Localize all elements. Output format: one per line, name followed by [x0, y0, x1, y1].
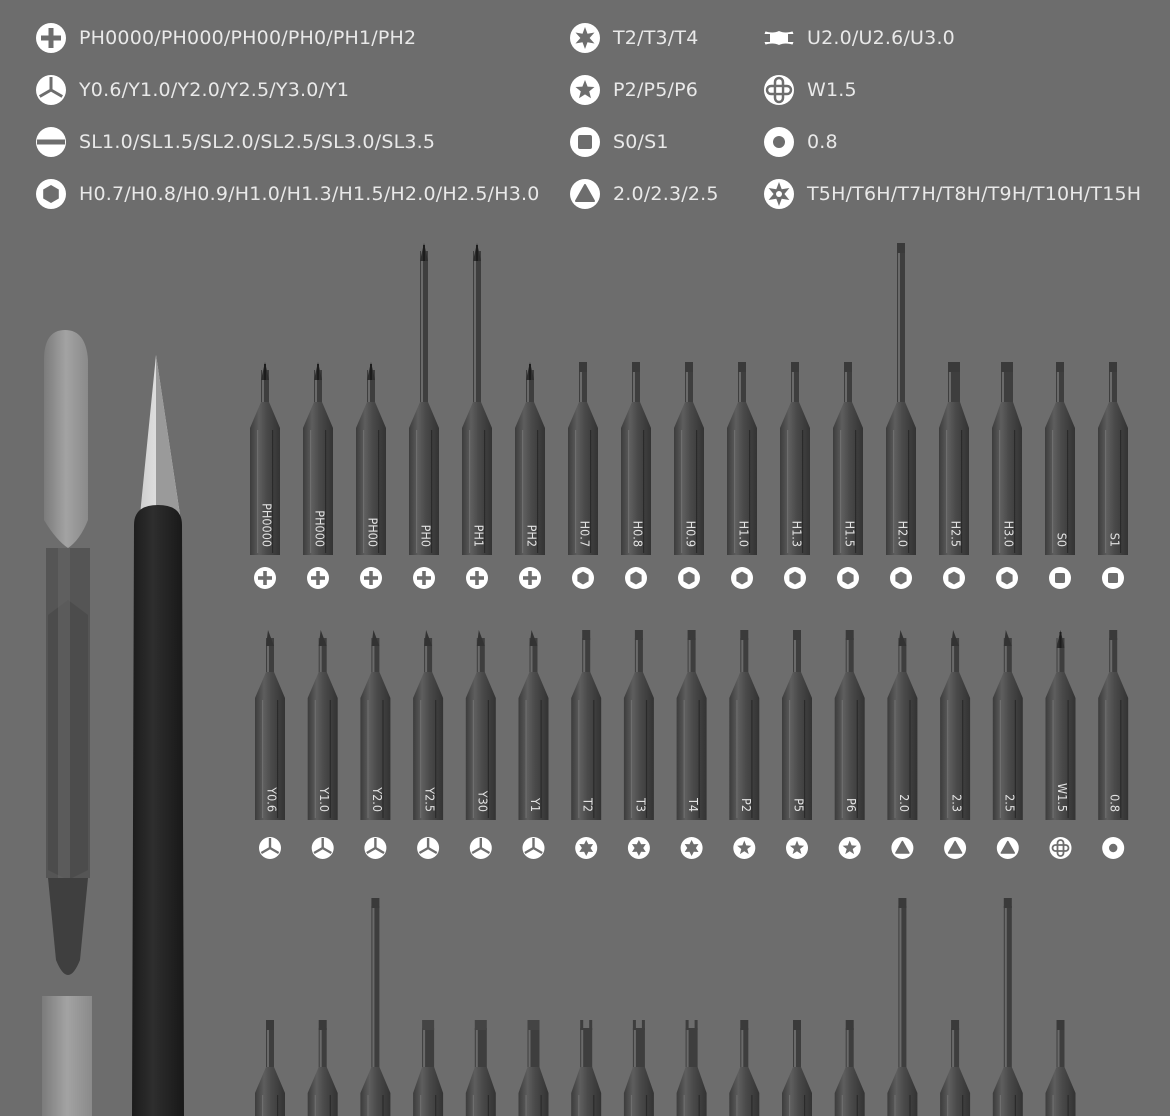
- bit-label: P5: [791, 798, 807, 812]
- bit-label: H1.5: [842, 520, 858, 547]
- hex-icon: [678, 567, 700, 589]
- bit-label: PH0000: [259, 503, 275, 547]
- screwdriver-bit: [886, 243, 916, 589]
- legend-label: P2/P5/P6: [613, 79, 699, 101]
- screwdriver-bit: [729, 630, 759, 859]
- screwdriver-bit: [1046, 1020, 1076, 1116]
- bit-label: H2.0: [895, 520, 911, 547]
- pentalobe-icon: [839, 837, 861, 859]
- bit-label: W1.5: [1055, 783, 1070, 812]
- bit-label: S1: [1107, 532, 1123, 547]
- screwdriver-bit: [940, 630, 970, 859]
- screwdriver-bit: [409, 243, 439, 589]
- screwdriver-bit: [782, 630, 812, 859]
- screwdriver-bit: [674, 362, 704, 589]
- screwdriver-bit: [621, 362, 651, 589]
- phillips-icon: [413, 567, 435, 589]
- round-icon: [1102, 837, 1124, 859]
- screwdriver-bit: [356, 362, 386, 589]
- screwdriver-bit: [940, 1020, 970, 1116]
- screwdriver-bit: [413, 1020, 443, 1116]
- screwdriver-bit: [303, 362, 333, 589]
- knife-tool: [132, 355, 184, 1116]
- bit-label: 2.3: [949, 794, 965, 812]
- tri-wing-icon: [470, 837, 492, 859]
- screwdriver-bit: [255, 1020, 285, 1116]
- legend-label: PH0000/PH000/PH00/PH0/PH1/PH2: [79, 27, 417, 49]
- screwdriver-bit: [413, 630, 443, 859]
- triangle-icon: [891, 837, 913, 859]
- bit-rows: [250, 243, 1128, 1116]
- legend-label: H0.7/H0.8/H0.9/H1.0/H1.3/H1.5/H2.0/H2.5/H3.0: [79, 183, 540, 205]
- bit-label: Y30: [475, 790, 491, 812]
- pentalobe-icon: [786, 837, 808, 859]
- bit-label: P2: [738, 798, 754, 812]
- hex-icon: [731, 567, 753, 589]
- bit-label: Y0.6: [264, 787, 280, 812]
- phillips-icon: [519, 567, 541, 589]
- bit-label: H1.3: [789, 520, 805, 547]
- screwdriver-bit: [466, 630, 496, 859]
- screwdriver-bit: [727, 362, 757, 589]
- legend-label: T5H/T6H/T7H/T8H/T9H/T10H/T15H: [807, 183, 1142, 205]
- screwdriver-bit: [360, 898, 390, 1116]
- torx-icon: [575, 837, 597, 859]
- screwdriver-bit: [887, 630, 917, 859]
- screwdriver-bit: [729, 1020, 759, 1116]
- bit-label: 0.8: [1107, 794, 1123, 812]
- screwdriver-bit: [250, 362, 280, 589]
- screwdriver-bit: [677, 1020, 707, 1116]
- screwdriver-bit: [568, 362, 598, 589]
- phillips-icon: [360, 567, 382, 589]
- screwdriver-bit: [571, 1020, 601, 1116]
- screwdriver-bit: [624, 630, 654, 859]
- screwdriver-bit: [835, 1020, 865, 1116]
- bit-label: Y2.5: [422, 787, 438, 812]
- legend-label: U2.0/U2.6/U3.0: [807, 27, 955, 49]
- legend-label: Y0.6/Y1.0/Y2.0/Y2.5/Y3.0/Y1: [79, 79, 350, 101]
- screwdriver-bit: [519, 630, 549, 859]
- screwdriver-bit: [782, 1020, 812, 1116]
- bit-label: PH0: [418, 524, 434, 547]
- screwdriver-bit: [571, 630, 601, 859]
- screwdriver-bit: [1045, 362, 1075, 589]
- screwdriver-bit: [780, 362, 810, 589]
- bit-label: P6: [844, 798, 860, 812]
- screwdriver-bit: [833, 362, 863, 589]
- phillips-icon: [307, 567, 329, 589]
- phillips-icon: [466, 567, 488, 589]
- tri-wing-icon: [523, 837, 545, 859]
- phillips-icon: [254, 567, 276, 589]
- bit-label: 2.5: [1002, 794, 1018, 812]
- legend-label: 0.8: [807, 131, 838, 153]
- bit-label: T4: [686, 797, 702, 812]
- triangle-icon: [944, 837, 966, 859]
- screwdriver-bit: [1098, 362, 1128, 589]
- triangle-icon: [997, 837, 1019, 859]
- screwdriver-bit: [360, 630, 390, 859]
- screwdriver-bit: [887, 898, 917, 1116]
- spudger-tool: [42, 330, 92, 1116]
- screwdriver-bit: [835, 630, 865, 859]
- hex-icon: [625, 567, 647, 589]
- screwdriver-bit: [993, 630, 1023, 859]
- bit-label: T2: [580, 797, 596, 812]
- bit-label: H0.7: [577, 520, 593, 547]
- square-icon: [1102, 567, 1124, 589]
- hex-icon: [572, 567, 594, 589]
- tri-wing-icon: [417, 837, 439, 859]
- tri-wing-icon: [312, 837, 334, 859]
- pentalobe-icon: [733, 837, 755, 859]
- screwdriver-bit: [462, 243, 492, 589]
- screwdriver-bit: [519, 1020, 549, 1116]
- torx-icon: [681, 837, 703, 859]
- bit-label: PH000: [312, 510, 328, 547]
- legend-label: 2.0/2.3/2.5: [613, 183, 719, 205]
- hex-icon: [890, 567, 912, 589]
- screwdriver-bit: [992, 362, 1022, 589]
- screwdriver-bit: [624, 1020, 654, 1116]
- screwdriver-bit: [255, 630, 285, 859]
- screwdriver-bit: [466, 1020, 496, 1116]
- bit-label: Y2.0: [369, 787, 385, 812]
- screwdriver-bit: [308, 630, 338, 859]
- screwdriver-bit: [677, 630, 707, 859]
- square-icon: [1049, 567, 1071, 589]
- bit-label: PH2: [524, 524, 540, 547]
- legend-label: W1.5: [807, 79, 857, 101]
- bit-label: H3.0: [1001, 520, 1017, 547]
- legend-label: T2/T3/T4: [613, 27, 699, 49]
- tri-wing-icon: [364, 837, 386, 859]
- bit-label: H0.8: [630, 520, 646, 547]
- screwdriver-bit: [1046, 630, 1076, 859]
- bit-label: PH00: [365, 517, 381, 547]
- cross-w-icon: [1050, 837, 1072, 859]
- screwdriver-bit: [515, 362, 545, 589]
- legend-label: S0/S1: [613, 131, 669, 153]
- bit-label: H2.5: [948, 520, 964, 547]
- torx-icon: [628, 837, 650, 859]
- screwdriver-bit: [993, 898, 1023, 1116]
- tri-wing-icon: [259, 837, 281, 859]
- bit-label: H1.0: [736, 520, 752, 547]
- legend-label: SL1.0/SL1.5/SL2.0/SL2.5/SL3.0/SL3.5: [79, 131, 436, 153]
- bit-label: Y1.0: [317, 787, 333, 812]
- bit-label: S0: [1054, 532, 1070, 547]
- screwdriver-bit: [1098, 630, 1128, 859]
- screwdriver-bit: [939, 362, 969, 589]
- bit-label: H0.9: [683, 520, 699, 547]
- hex-icon: [837, 567, 859, 589]
- hex-icon: [996, 567, 1018, 589]
- bit-label: T3: [633, 797, 649, 812]
- bit-label: Y1: [528, 797, 543, 812]
- hex-icon: [943, 567, 965, 589]
- hex-icon: [784, 567, 806, 589]
- bit-label: 2.0: [896, 794, 912, 812]
- bit-label: PH1: [471, 524, 487, 547]
- screwdriver-bit: [308, 1020, 338, 1116]
